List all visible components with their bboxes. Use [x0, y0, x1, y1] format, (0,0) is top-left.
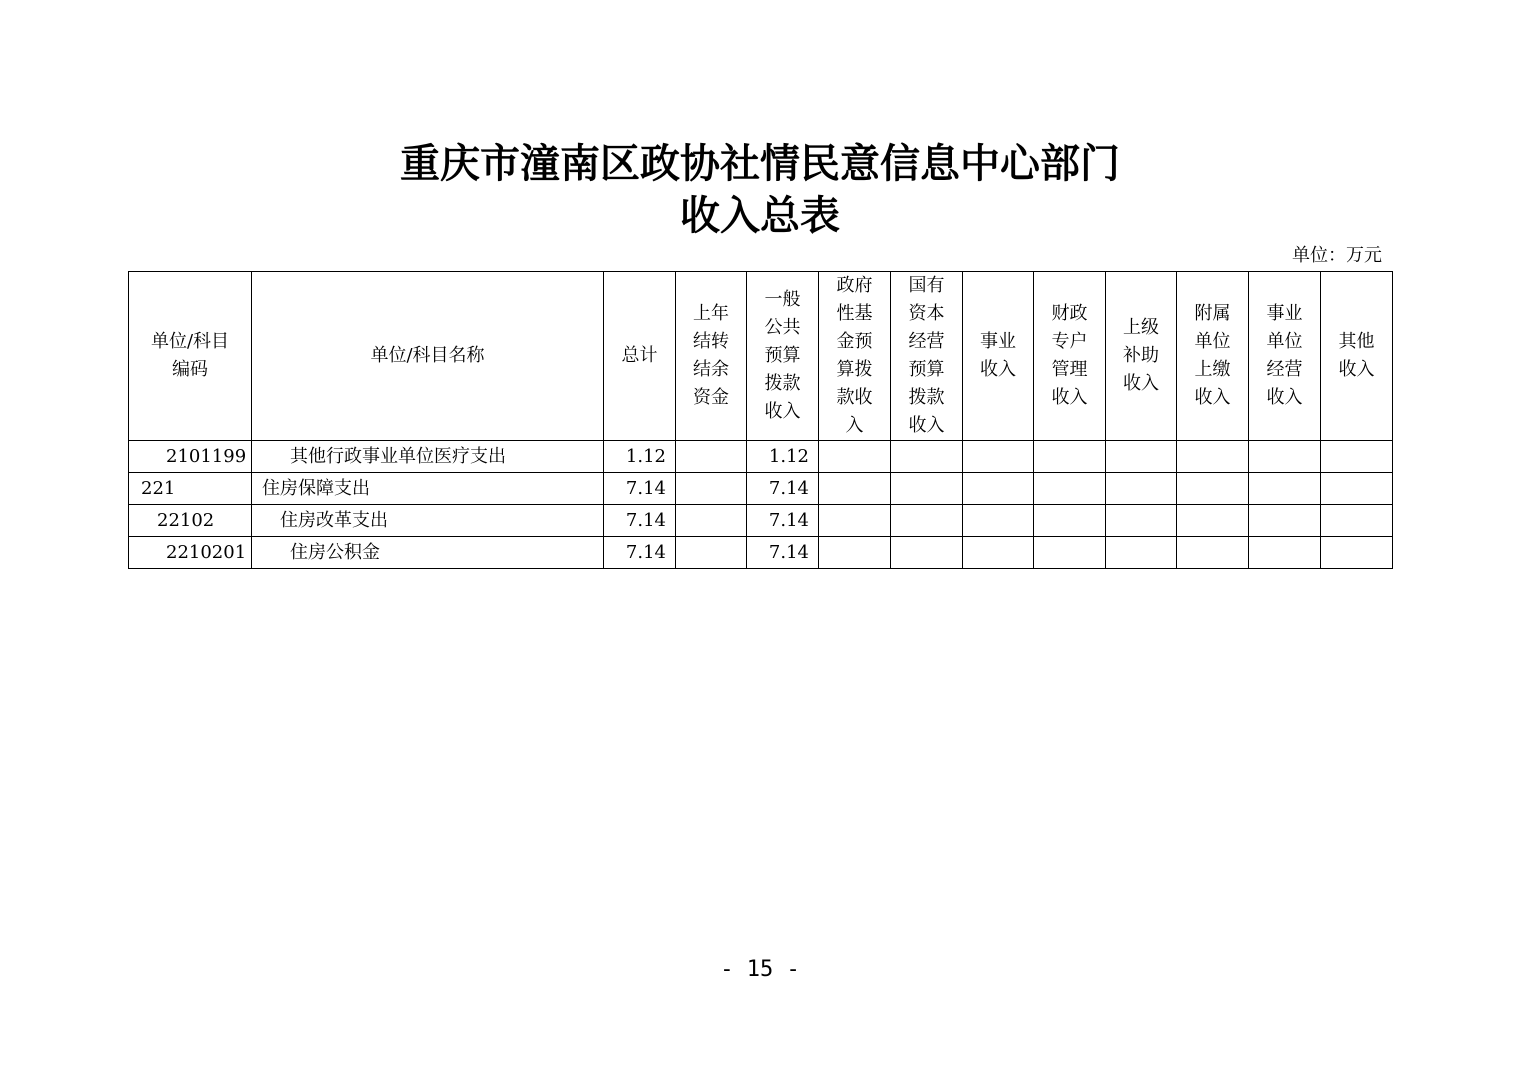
cell-value: [1177, 505, 1249, 537]
cell-value: 1.12: [747, 441, 819, 473]
cell-value: [1106, 441, 1177, 473]
cell-value: [1321, 505, 1393, 537]
cell-code: 2210201: [129, 537, 252, 569]
document-title: 重庆市潼南区政协社情民意信息中心部门: [400, 140, 1120, 187]
cell-value: 7.14: [747, 537, 819, 569]
cell-value: 7.14: [604, 473, 676, 505]
cell-value: 7.14: [604, 505, 676, 537]
cell-value: 7.14: [747, 505, 819, 537]
header-unit-operation: 事业单位经营收入: [1249, 272, 1321, 441]
cell-value: [819, 473, 891, 505]
cell-value: [676, 441, 747, 473]
header-carryover: 上年结转结余资金: [676, 272, 747, 441]
cell-value: [891, 441, 963, 473]
header-gov-fund: 政府性基金预算拨款收入: [819, 272, 891, 441]
page-number: - 15 -: [720, 957, 800, 982]
cell-value: [676, 537, 747, 569]
cell-value: 1.12: [604, 441, 676, 473]
cell-code: 2101199: [129, 441, 252, 473]
table-row: [129, 441, 1393, 473]
table-row: [129, 473, 1393, 505]
cell-value: [891, 473, 963, 505]
cell-value: 7.14: [604, 537, 676, 569]
cell-value: [891, 505, 963, 537]
cell-value: [1249, 537, 1321, 569]
cell-value: [1321, 441, 1393, 473]
cell-value: [1177, 537, 1249, 569]
cell-value: [1177, 473, 1249, 505]
header-code: 单位/科目编码: [129, 272, 252, 441]
cell-value: [1321, 537, 1393, 569]
cell-value: [676, 505, 747, 537]
cell-value: [819, 537, 891, 569]
header-business-income: 事业收入: [963, 272, 1034, 441]
cell-value: [819, 505, 891, 537]
cell-value: [963, 441, 1034, 473]
cell-value: [1106, 505, 1177, 537]
cell-value: [1034, 537, 1106, 569]
cell-value: [963, 537, 1034, 569]
cell-value: [1034, 473, 1106, 505]
header-general-budget: 一般公共预算拨款收入: [747, 272, 819, 441]
cell-code: 221: [129, 473, 252, 505]
cell-name: 住房公积金: [252, 537, 604, 569]
cell-value: [891, 537, 963, 569]
cell-value: 7.14: [747, 473, 819, 505]
cell-value: [819, 441, 891, 473]
cell-value: [1177, 441, 1249, 473]
table-row: [129, 537, 1393, 569]
cell-name: 住房保障支出: [252, 473, 604, 505]
header-total: 总计: [604, 272, 676, 441]
cell-value: [1106, 473, 1177, 505]
cell-name: 住房改革支出: [252, 505, 604, 537]
cell-value: [1106, 537, 1177, 569]
header-special-account: 财政专户管理收入: [1034, 272, 1106, 441]
income-summary-table: [128, 271, 1393, 569]
cell-value: [1034, 441, 1106, 473]
document-subtitle: 收入总表: [680, 192, 840, 239]
cell-value: [963, 505, 1034, 537]
cell-value: [676, 473, 747, 505]
header-state-capital: 国有资本经营预算拨款收入: [891, 272, 963, 441]
table-row: [129, 505, 1393, 537]
header-other-income: 其他收入: [1321, 272, 1393, 441]
header-affiliated-unit: 附属单位上缴收入: [1177, 272, 1249, 441]
header-superior-subsidy: 上级补助收入: [1106, 272, 1177, 441]
cell-value: [1321, 473, 1393, 505]
cell-value: [1249, 505, 1321, 537]
cell-value: [963, 473, 1034, 505]
cell-value: [1249, 473, 1321, 505]
header-name: 单位/科目名称: [252, 272, 604, 441]
cell-code: 22102: [129, 505, 252, 537]
cell-value: [1034, 505, 1106, 537]
table-header-row: [129, 272, 1393, 441]
unit-label: 单位：万元: [1292, 245, 1382, 266]
cell-value: [1249, 441, 1321, 473]
cell-name: 其他行政事业单位医疗支出: [252, 441, 604, 473]
